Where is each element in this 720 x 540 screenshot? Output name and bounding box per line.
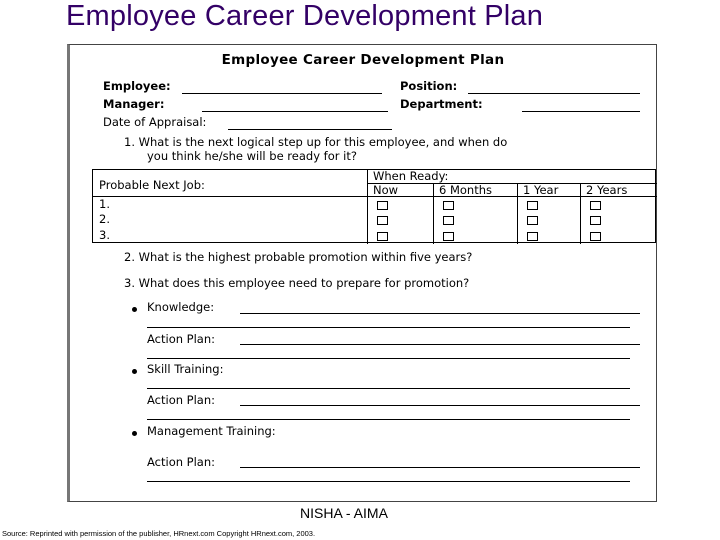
position-field[interactable]	[468, 93, 640, 94]
management-training-label: Management Training:	[147, 424, 276, 438]
skill-training-label: Skill Training:	[147, 362, 224, 376]
checkbox-row3-2-years[interactable]	[590, 232, 601, 241]
date-label: Date of Appraisal:	[103, 115, 207, 129]
management-action-plan-field-2[interactable]	[147, 481, 630, 482]
checkbox-row1-6-months[interactable]	[443, 201, 454, 210]
career-plan-form	[67, 44, 657, 502]
col-1-year: 1 Year	[523, 183, 559, 197]
checkbox-row1-2-years[interactable]	[590, 201, 601, 210]
question-3: 3. What does this employee need to prepare for promotion?	[124, 276, 470, 290]
employee-label: Employee:	[103, 79, 171, 93]
row-3-label: 3.	[99, 228, 110, 242]
row-1-label: 1.	[99, 197, 110, 211]
skill-action-plan-field[interactable]	[240, 405, 640, 406]
manager-field[interactable]	[202, 111, 388, 112]
skill-training-field[interactable]	[147, 388, 630, 389]
table-divider	[433, 183, 434, 244]
department-label: Department:	[400, 97, 483, 111]
col-now: Now	[373, 183, 399, 197]
table-divider	[367, 170, 368, 244]
when-ready-label: When Ready:	[373, 169, 449, 183]
question-2: 2. What is the highest probable promotion within five years?	[124, 250, 473, 264]
table-divider	[580, 183, 581, 244]
col-6-months: 6 Months	[439, 183, 493, 197]
skill-action-plan-field-2[interactable]	[147, 419, 630, 420]
knowledge-action-plan-field-2[interactable]	[147, 358, 630, 359]
question-1-line2: you think he/she will be ready for it?	[147, 149, 357, 163]
checkbox-row2-2-years[interactable]	[590, 216, 601, 225]
checkbox-row3-now[interactable]	[377, 232, 388, 241]
date-field[interactable]	[228, 129, 392, 130]
employee-field[interactable]	[182, 93, 382, 94]
checkbox-row1-now[interactable]	[377, 201, 388, 210]
skill-action-plan-label: Action Plan:	[147, 393, 216, 407]
checkbox-row2-6-months[interactable]	[443, 216, 454, 225]
knowledge-action-plan-field[interactable]	[240, 344, 640, 345]
knowledge-field[interactable]	[240, 313, 640, 314]
probable-next-job-label: Probable Next Job:	[99, 178, 205, 192]
knowledge-field-2[interactable]	[147, 327, 630, 328]
checkbox-row3-6-months[interactable]	[443, 232, 454, 241]
source-note: Source: Reprinted with permission of the publisher, HRnext.com Copyright HRnext.com, 2003.	[2, 529, 316, 538]
checkbox-row1-1-year[interactable]	[527, 201, 538, 210]
col-2-years: 2 Years	[586, 183, 628, 197]
question-1-line1: 1. What is the next logical step up for this employee, and when do	[124, 135, 508, 149]
footer-label: NISHA - AIMA	[300, 505, 388, 521]
bullet-icon	[132, 369, 137, 374]
table-divider	[517, 183, 518, 244]
management-action-plan-field[interactable]	[240, 467, 640, 468]
position-label: Position:	[400, 79, 458, 93]
manager-label: Manager:	[103, 97, 165, 111]
checkbox-row3-1-year[interactable]	[527, 232, 538, 241]
bullet-icon	[132, 307, 137, 312]
checkbox-row2-now[interactable]	[377, 216, 388, 225]
knowledge-label: Knowledge:	[147, 300, 215, 314]
department-field[interactable]	[522, 111, 640, 112]
row-2-label: 2.	[99, 212, 110, 226]
form-title: Employee Career Development Plan	[221, 52, 505, 68]
bullet-icon	[132, 431, 137, 436]
knowledge-action-plan-label: Action Plan:	[147, 332, 216, 346]
management-action-plan-label: Action Plan:	[147, 455, 216, 469]
checkbox-row2-1-year[interactable]	[527, 216, 538, 225]
slide-title: Employee Career Development Plan	[66, 0, 544, 32]
next-job-table	[92, 169, 656, 243]
